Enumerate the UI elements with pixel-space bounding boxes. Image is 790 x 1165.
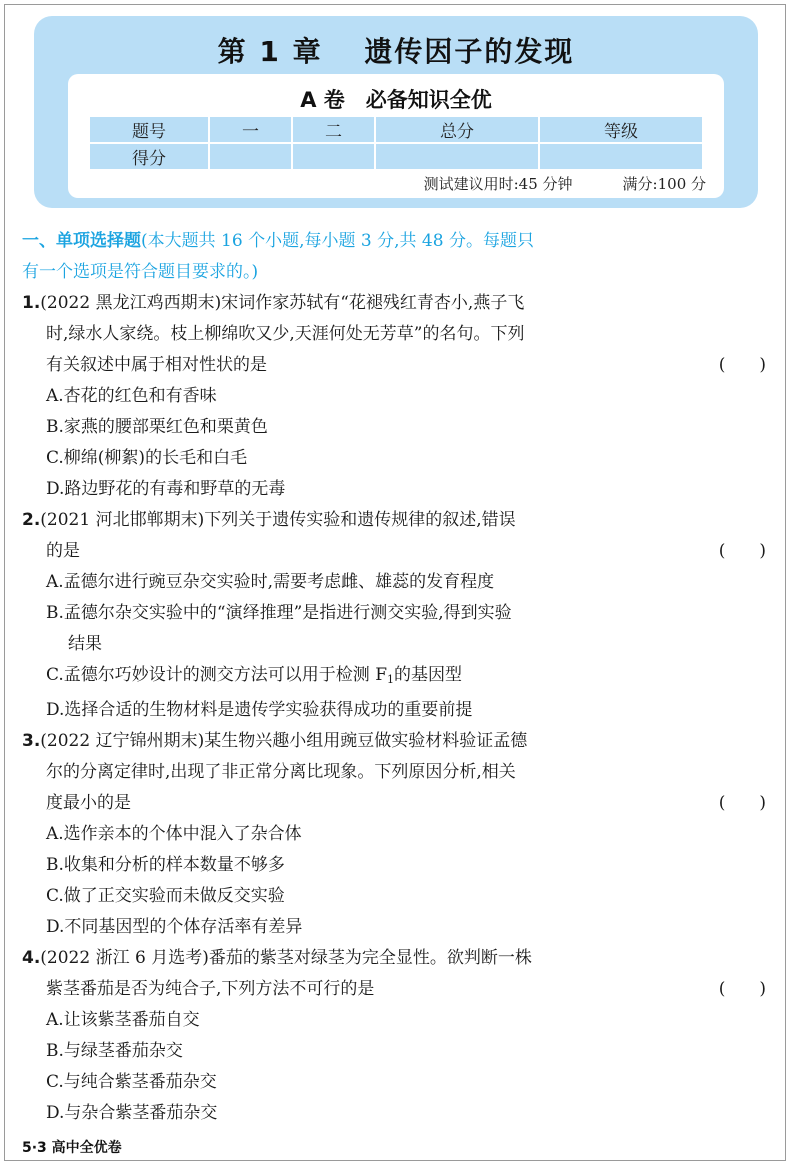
question-1-line bbox=[22, 288, 774, 319]
question-number: 2. bbox=[22, 510, 41, 530]
score-card bbox=[68, 74, 724, 198]
footer-brand: 5·3 高中全优卷 bbox=[22, 1140, 122, 1156]
score-cell bbox=[293, 144, 374, 171]
page-border-left bbox=[4, 4, 5, 1161]
question-4-line bbox=[22, 974, 774, 1005]
question-2-line bbox=[22, 505, 774, 536]
option-a: A.孟德尔进行豌豆杂交实验时,需要考虑雌、雄蕊的发育程度 bbox=[46, 572, 495, 592]
question-number: 4. bbox=[22, 948, 41, 968]
question-content bbox=[22, 226, 774, 1129]
option-a: A.选作亲本的个体中混入了杂合体 bbox=[46, 824, 302, 844]
question-text: 的是 bbox=[46, 541, 80, 561]
section-heading-desc-line2: 有一个选项是符合题目要求的。) bbox=[22, 262, 259, 282]
score-table-header-row bbox=[90, 117, 702, 144]
question-text: (2022 浙江 6 月选考)番茄的紫茎对绿茎为完全显性。欲判断一株 bbox=[40, 948, 532, 968]
time-note bbox=[424, 173, 706, 194]
chapter-title: 第 1 章 遗传因子的发现 bbox=[217, 35, 575, 68]
score-cell: 二 bbox=[293, 117, 374, 144]
option-b: B.收集和分析的样本数量不够多 bbox=[46, 855, 285, 875]
question-1-line bbox=[22, 350, 774, 381]
chapter-header bbox=[34, 16, 758, 208]
option-b-continued: 结果 bbox=[68, 634, 102, 654]
page-border-bottom bbox=[4, 1160, 786, 1161]
option-b: B.与绿茎番茄杂交 bbox=[46, 1041, 183, 1061]
option-d: D.选择合适的生物材料是遗传学实验获得成功的重要前提 bbox=[46, 700, 473, 720]
question-2-line bbox=[22, 536, 774, 567]
question-3-line: 尔的分离定律时,出现了非正常分离比现象。下列原因分析,相关 bbox=[46, 762, 516, 782]
question-text: (2022 黑龙江鸡西期末)宋词作家苏轼有“花褪残红青杏小,燕子飞 bbox=[40, 293, 525, 313]
question-3-line bbox=[22, 788, 774, 819]
question-4-line bbox=[22, 943, 774, 974]
subscript: 1 bbox=[387, 673, 395, 686]
full-score: 满分:100 分 bbox=[622, 175, 706, 193]
question-text: 有关叙述中属于相对性状的是 bbox=[46, 355, 267, 375]
option-a: A.杏花的红色和有香味 bbox=[46, 386, 217, 406]
option-b: B.孟德尔杂交实验中的“演绎推理”是指进行测交实验,得到实验 bbox=[46, 603, 512, 623]
question-1-line: 时,绿水人家绕。枝上柳绵吹又少,天涯何处无芳草”的名句。下列 bbox=[46, 324, 525, 344]
section-heading-desc: (本大题共 16 个小题,每小题 3 分,共 48 分。每题只 bbox=[141, 231, 534, 251]
score-cell: 题号 bbox=[90, 117, 208, 144]
question-text: 度最小的是 bbox=[46, 793, 131, 813]
option-c: C.与纯合紫茎番茄杂交 bbox=[46, 1072, 217, 1092]
option-c-text-end: 的基因型 bbox=[394, 665, 463, 685]
question-number: 1. bbox=[22, 293, 41, 313]
answer-blank[interactable]: ( ) bbox=[718, 355, 766, 375]
score-table-score-row bbox=[90, 144, 702, 171]
question-number: 3. bbox=[22, 731, 41, 751]
section-heading-title: 一、单项选择题 bbox=[22, 231, 141, 251]
option-d: D.不同基因型的个体存活率有差异 bbox=[46, 917, 303, 937]
score-cell bbox=[210, 144, 291, 171]
answer-blank[interactable]: ( ) bbox=[718, 793, 766, 813]
section-heading bbox=[22, 226, 774, 257]
option-d: D.路边野花的有毒和野草的无毒 bbox=[46, 479, 286, 499]
score-cell: 等级 bbox=[540, 117, 702, 144]
option-c bbox=[22, 660, 774, 695]
page-border-right bbox=[785, 4, 786, 1161]
answer-blank[interactable]: ( ) bbox=[718, 541, 766, 561]
option-c-text: C.孟德尔巧妙设计的测交方法可以用于检测 F bbox=[46, 665, 388, 685]
time-suggestion: 测试建议用时:45 分钟 bbox=[423, 175, 573, 193]
score-cell: 总分 bbox=[376, 117, 538, 144]
option-b: B.家燕的腰部栗红色和栗黄色 bbox=[46, 417, 268, 437]
section-title: A 卷 必备知识全优 bbox=[300, 88, 492, 112]
question-text: (2021 河北邯郸期末)下列关于遗传实验和遗传规律的叙述,错误 bbox=[40, 510, 516, 530]
score-cell: 一 bbox=[210, 117, 291, 144]
option-c: C.做了正交实验而未做反交实验 bbox=[46, 886, 285, 906]
question-text: 紫茎番茄是否为纯合子,下列方法不可行的是 bbox=[46, 979, 375, 999]
score-cell bbox=[540, 144, 702, 171]
answer-blank[interactable]: ( ) bbox=[718, 979, 766, 999]
question-text: (2022 辽宁锦州期末)某生物兴趣小组用豌豆做实验材料验证孟德 bbox=[40, 731, 528, 751]
option-c: C.柳绵(柳絮)的长毛和白毛 bbox=[46, 448, 248, 468]
page-border-top bbox=[4, 4, 786, 5]
score-cell bbox=[376, 144, 538, 171]
score-table bbox=[88, 117, 704, 171]
option-d: D.与杂合紫茎番茄杂交 bbox=[46, 1103, 218, 1123]
question-3-line bbox=[22, 726, 774, 757]
score-cell: 得分 bbox=[90, 144, 208, 171]
option-a: A.让该紫茎番茄自交 bbox=[46, 1010, 200, 1030]
